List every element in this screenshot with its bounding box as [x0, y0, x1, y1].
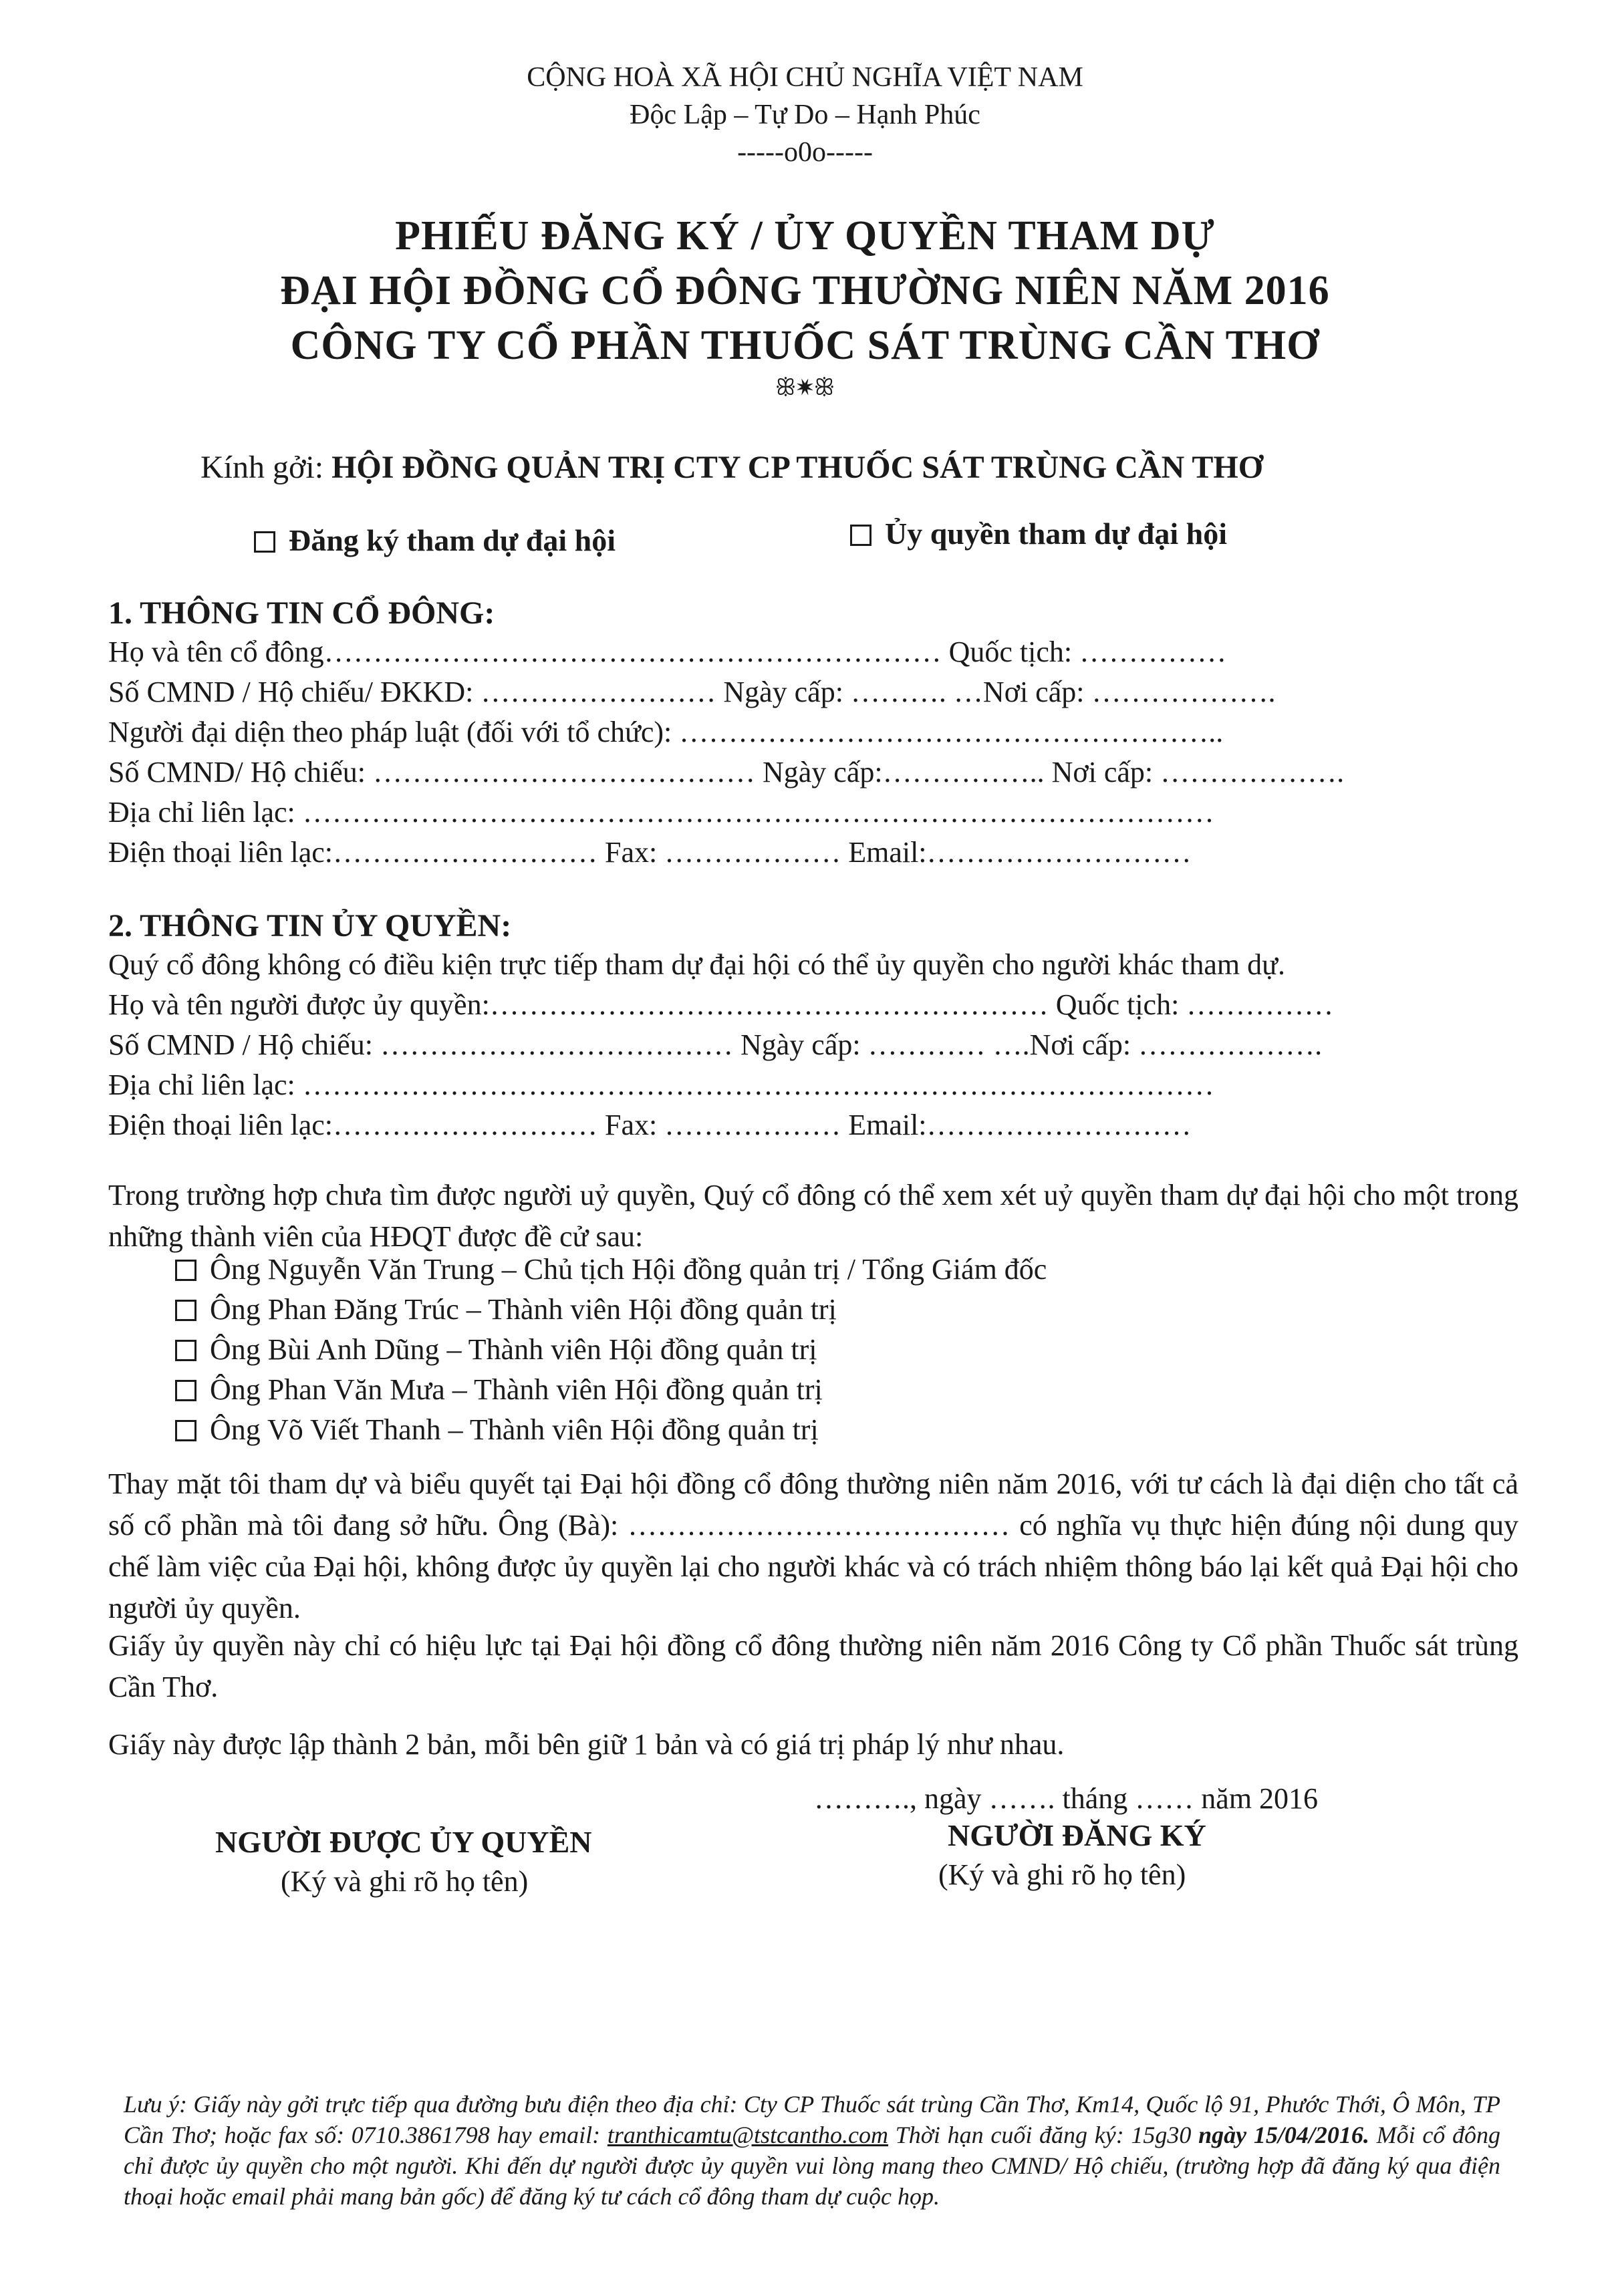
registrant-signature-note: (Ký và ghi rõ họ tên): [938, 1858, 1186, 1891]
option-authorize[interactable]: [850, 516, 1227, 551]
ornament-icon: ꕥ✷ꕥ: [775, 376, 835, 400]
footer-note-part1: Lưu ý: Giấy này gởi trực tiếp qua đường bưu điện theo địa chỉ: Cty CP Thuốc sát trùng Cần Thơ, Km14, Quốc lộ 91, Phước Thới, Ô Môn, TP Cần Thơ; hoặc fax số: 0710.3861798 hay email:: [124, 2091, 1500, 2148]
registrant-signature-title: NGƯỜI ĐĂNG KÝ: [948, 1818, 1206, 1852]
board-member-label: Ông Phan Đăng Trúc – Thành viên Hội đồng quản trị: [210, 1293, 837, 1326]
representation-paragraph: Thay mặt tôi tham dự và biểu quyết tại Đại hội đồng cổ đông thường niên năm 2016, với tư cách là đại diện cho tất cả số cổ phần mà tôi đang sở hữu. Ông (Bà): ………………………………… có nghĩa vụ thực hiện đúng nội dung quy chế làm việc của Đại hội, không được ủy quyền lại cho người khác và có trách nhiệm thông báo lại kết quả Đại hội cho người ủy quyền.: [108, 1467, 1518, 1624]
addressee-name: HỘI ĐỒNG QUẢN TRỊ CTY CP THUỐC SÁT TRÙNG CẦN THƠ: [331, 450, 1264, 485]
proxy-id-field[interactable]: Số CMND / Hộ chiếu: ……………………………… Ngày cấp: ………… ….Nơi cấp: ……………….: [108, 1028, 1323, 1061]
addressee: [200, 449, 1263, 486]
board-member-option[interactable]: [175, 1252, 1047, 1286]
option-register-label: Đăng ký tham dự đại hội: [289, 523, 616, 557]
board-member-label: Ông Phan Văn Mưa – Thành viên Hội đồng quản trị: [210, 1373, 823, 1406]
member-checkbox[interactable]: [175, 1300, 196, 1321]
copies-paragraph: Giấy này được lập thành 2 bản, mỗi bên giữ 1 bản và có giá trị pháp lý như nhau.: [108, 1728, 1065, 1761]
board-member-option[interactable]: [175, 1292, 837, 1326]
member-checkbox[interactable]: [175, 1260, 196, 1281]
deadline-date: ngày 15/04/2016.: [1198, 2122, 1369, 2148]
option-register[interactable]: [254, 523, 616, 558]
signature-date-field[interactable]: ………., ngày ……. tháng …… năm 2016: [814, 1782, 1319, 1815]
proxy-address-field[interactable]: Địa chỉ liên lạc: …………………………………………………………………………………: [108, 1068, 1214, 1101]
option-authorize-label: Ủy quyền tham dự đại hội: [885, 517, 1228, 551]
section2-heading: 2. THÔNG TIN ỦY QUYỀN:: [108, 908, 512, 944]
member-checkbox[interactable]: [175, 1380, 196, 1401]
member-checkbox[interactable]: [175, 1420, 196, 1441]
board-member-label: Ông Nguyễn Văn Trung – Chủ tịch Hội đồng quản trị / Tổng Giám đốc: [210, 1253, 1047, 1286]
national-motto: Độc Lập – Tự Do – Hạnh Phúc: [630, 100, 980, 130]
section1-heading: 1. THÔNG TIN CỔ ĐÔNG:: [108, 595, 495, 631]
shareholder-id-field[interactable]: Số CMND / Hộ chiếu/ ĐKKD: …………………… Ngày cấp: ………. …Nơi cấp: ……………….: [108, 676, 1276, 708]
legal-rep-id-field[interactable]: Số CMND/ Hộ chiếu: ………………………………… Ngày cấp:…………….. Nơi cấp: ……………….: [108, 756, 1345, 788]
shareholder-name-field[interactable]: Họ và tên cổ đông……………………………………………………… Quốc tịch: ……………: [108, 635, 1227, 668]
proxy-intro: Quý cổ đông không có điều kiện trực tiếp tham dự đại hội có thể ủy quyền cho người khác tham dự.: [108, 948, 1285, 981]
legal-rep-field[interactable]: Người đại diện theo pháp luật (đối với tổ chức): ………………………………………………..: [108, 716, 1224, 748]
board-member-option[interactable]: [175, 1413, 819, 1447]
board-member-label: Ông Võ Viết Thanh – Thành viên Hội đồng quản trị: [210, 1413, 819, 1446]
footer-note: [124, 2089, 1500, 2212]
contact-email-link[interactable]: tranthicamtu@tstcantho.com: [607, 2122, 888, 2148]
shareholder-contact-field[interactable]: Điện thoại liên lạc:……………………… Fax: ……………… Email:………………………: [108, 836, 1192, 869]
proxy-name-field[interactable]: Họ và tên người được ủy quyền:………………………………………………… Quốc tịch: ……………: [108, 988, 1334, 1021]
authorize-checkbox[interactable]: [850, 525, 871, 546]
proxy-signature-title: NGƯỜI ĐƯỢC ỦY QUYỀN: [215, 1825, 592, 1859]
proxy-contact-field[interactable]: Điện thoại liên lạc:……………………… Fax: ……………… Email:………………………: [108, 1109, 1192, 1141]
form-title-line3: CÔNG TY CỔ PHẦN THUỐC SÁT TRÙNG CẦN THƠ: [290, 323, 1320, 368]
header-separator: -----o0o-----: [737, 137, 873, 168]
member-checkbox[interactable]: [175, 1340, 196, 1361]
board-member-option[interactable]: [175, 1373, 823, 1407]
register-checkbox[interactable]: [254, 531, 275, 553]
footer-note-part3: Mỗi cổ đông chỉ được ủy quyền cho một người. Khi đến dự người được ủy quyền vui lòng mang theo CMND/ Hộ chiếu, (trường hợp đã đăng ký qua điện thoại hoặc email phải mang bản gốc) để đăng ký tư cách cổ đông tham dự cuộc họp.: [124, 2122, 1501, 2210]
country-name: CỘNG HOÀ XÃ HỘI CHỦ NGHĨA VIỆT NAM: [527, 62, 1083, 93]
form-title-line1: PHIẾU ĐĂNG KÝ / ỦY QUYỀN THAM DỰ: [395, 213, 1215, 259]
proxy-signature-note: (Ký và ghi rõ họ tên): [281, 1865, 529, 1898]
shareholder-address-field[interactable]: Địa chỉ liên lạc: …………………………………………………………………………………: [108, 796, 1214, 829]
addressee-label: Kính gởi:: [200, 450, 324, 485]
footer-note-part2: Thời hạn cuối đăng ký: 15g30: [888, 2122, 1199, 2148]
board-member-label: Ông Bùi Anh Dũng – Thành viên Hội đồng quản trị: [210, 1333, 817, 1366]
board-intro: Trong trường hợp chưa tìm được người uỷ quyền, Quý cổ đông có thể xem xét uỷ quyền tham dự đại hội cho một trong những thành viên của HĐQT được đề cử sau:: [108, 1179, 1518, 1253]
form-title-line2: ĐẠI HỘI ĐỒNG CỔ ĐÔNG THƯỜNG NIÊN NĂM 2016: [280, 268, 1330, 313]
board-member-option[interactable]: [175, 1332, 817, 1367]
validity-paragraph: Giấy ủy quyền này chỉ có hiệu lực tại Đại hội đồng cổ đông thường niên năm 2016 Công ty Cổ phần Thuốc sát trùng Cần Thơ.: [108, 1629, 1518, 1703]
